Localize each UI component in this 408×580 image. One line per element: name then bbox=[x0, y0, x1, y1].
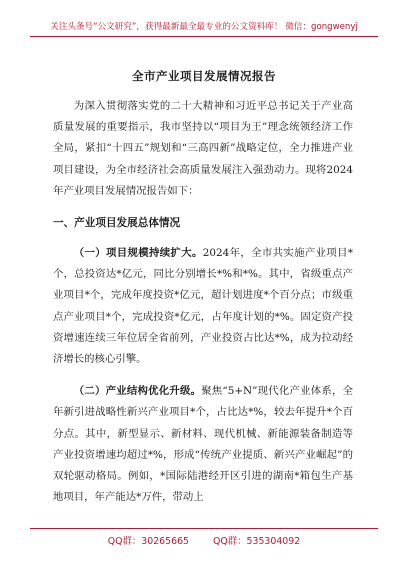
top-promo-banner: 关注头条号“公文研究”，获得最新最全最专业的公文资料库！ 微信：gongwenyj bbox=[50, 22, 358, 32]
top-divider bbox=[30, 36, 378, 37]
document-title: 全市产业项目发展情况报告 bbox=[132, 69, 276, 83]
document-body bbox=[53, 96, 353, 508]
subsection-lead-1: （一）项目规模持续扩大。 bbox=[73, 247, 203, 260]
subsection-body-2: 聚焦“5+N”现代化产业体系，全年新引进战略性新兴产业项目*个，占比达*%，较去年提升*个百分点。其中，新型显示、新材料、现代机械、新能源装备制造等产业投资增速均超过*%，形成“传统产业提质、新兴产业崛起”的双轮驱动格局。例如，*国际陆港经开区引进的湖南*箱包生产基地项目，年产能达*万件，带动上 bbox=[53, 385, 353, 504]
qq-group-1: QQ群：30265665 bbox=[107, 536, 190, 547]
intro-paragraph: 为深入贯彻落实党的二十大精神和习近平总书记关于产业高质量发展的重要指示，我市坚持以“项目为王”理念统领经济工作全局，紧扣“十四五”规划和“三高四新”战略定位，全力推进产业项目建设，为全市经济社会高质量发展注入强劲动力。现将2024年产业项目发展情况报告如下： bbox=[53, 100, 353, 197]
subsection-paragraph-2 bbox=[53, 381, 353, 508]
subsection-body-1: 2024年，全市共实施产业项目*个，总投资达*亿元，同比分别增长*%和*%。其中，省级重点产业项目*个，完成年度投资*亿元，超计划进度*个百分点；市级重点产业项目*个，完成投资*亿元，占年度计划的*%。固定资产投资增速连续三年位居全省前列，产业投资占比达*%，成为拉动经济增长的核心引擎。 bbox=[53, 247, 354, 366]
bottom-divider bbox=[30, 528, 378, 529]
subsection-lead-2: （二）产业结构优化升级。 bbox=[73, 385, 202, 398]
subsection-paragraph-1 bbox=[53, 243, 353, 370]
qq-group-2: QQ群：535304092 bbox=[213, 536, 301, 547]
section-heading: 一、产业项目发展总体情况 bbox=[53, 217, 181, 230]
bottom-qq-banner bbox=[0, 533, 408, 547]
